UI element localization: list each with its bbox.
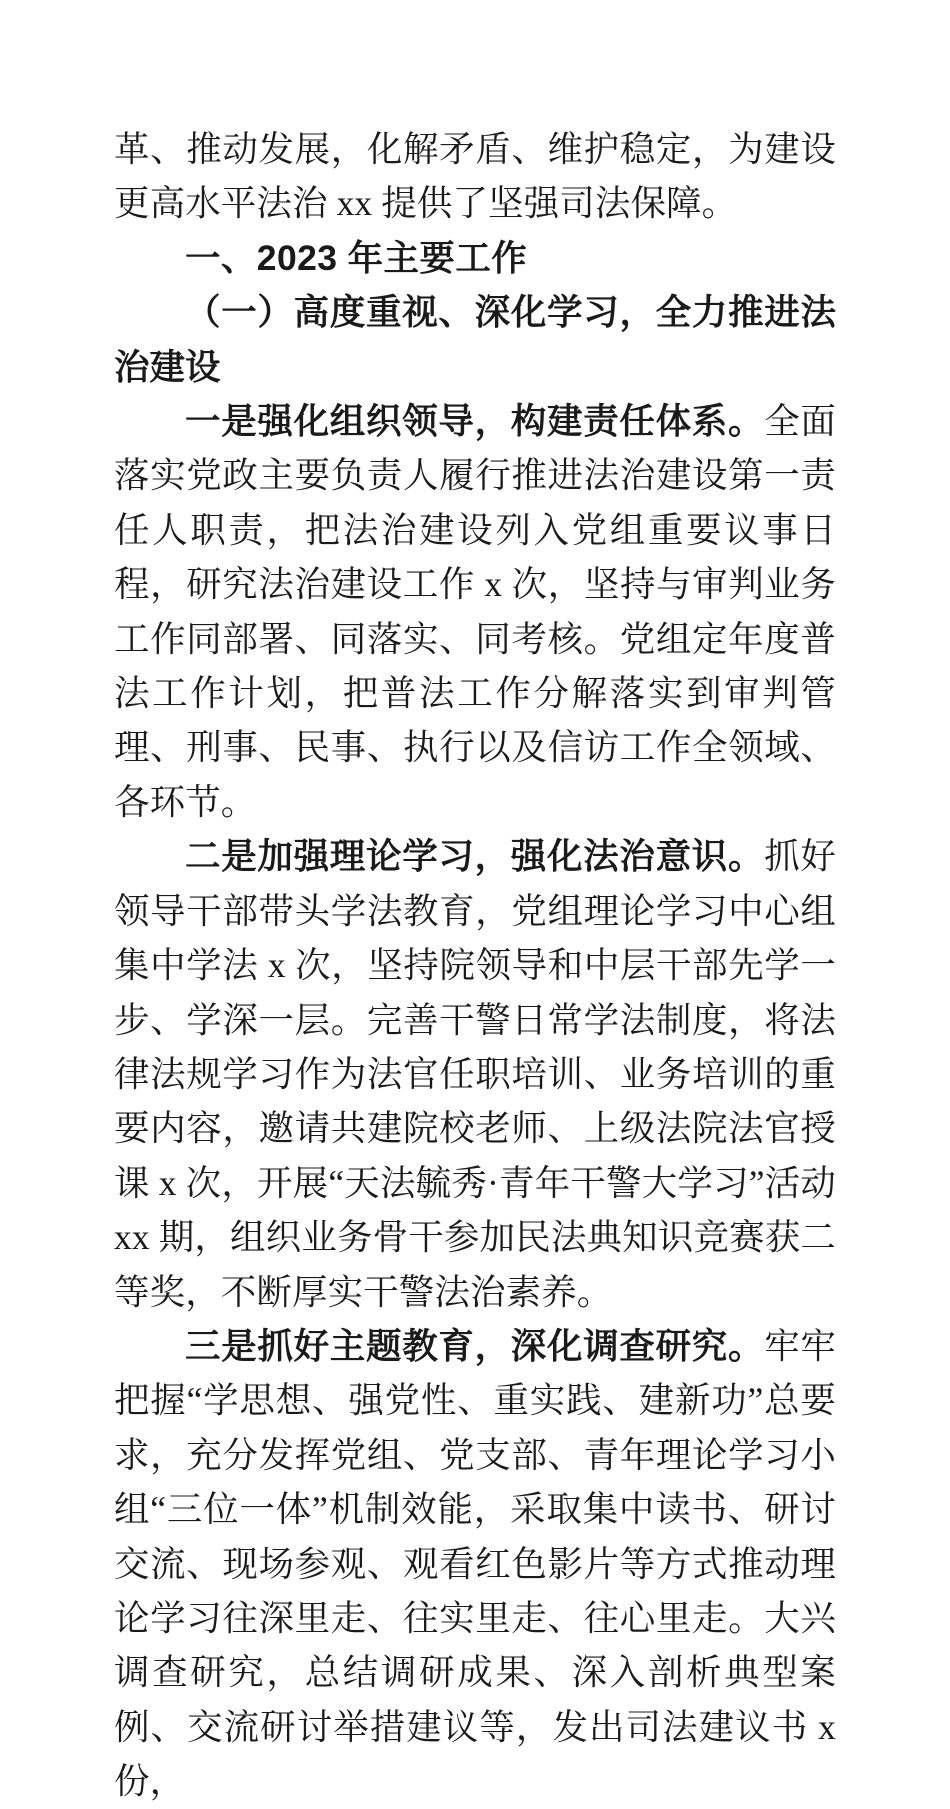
paragraph-1-lead: 一是强化组织领导，构建责任体系。 (185, 401, 765, 442)
paragraph-2-lead: 二是加强理论学习，强化法治意识。 (185, 836, 765, 877)
body-paragraph-2 (114, 829, 836, 1319)
paragraph-3-body: 牢牢把握“学思想、强党性、重实践、建新功”总要求，充分发挥党组、党支部、青年理论学习小组“三位一体”机制效能，采取集中读书、研讨交流、现场参观、观看红色影片等方式推动理论学习往深里走、往实里走、往心里走。大兴调查研究，总结调研成果、深入剖析典型案例、交流研讨举措建议等，发出司法建议书 x 份， (114, 1325, 837, 1802)
paragraph-1-body: 全面落实党政主要负责人履行推进法治建设第一责任人职责，把法治建设列入党组重要议事日程，研究法治建设工作 x 次，坚持与审判业务工作同部署、同落实、同考核。党组定年度普法工作计划，把普法工作分解落实到审判管理、刑事、民事、执行以及信访工作全领域、各环节。 (114, 401, 837, 822)
body-paragraph-1 (114, 394, 836, 829)
continuation-paragraph: 革、推动发展，化解矛盾、维护稳定，为建设更高水平法治 xx 提供了坚强司法保障。 (114, 129, 836, 224)
heading-level-2: （一）高度重视、深化学习，全力推进法治建设 (114, 292, 836, 387)
page-text-body (114, 122, 836, 1809)
body-paragraph-3 (114, 1319, 836, 1809)
paragraph-3-lead: 三是抓好主题教育，深化调查研究。 (185, 1325, 765, 1366)
paragraph-2-body: 抓好领导干部带头学法教育，党组理论学习中心组集中学法 x 次，坚持院领导和中层干部先学一步、学深一层。完善干警日常学法制度，将法律法规学习作为法官任职培训、业务培训的重要内容，邀请共建院校老师、上级法院法官授课 x 次，开展“天法毓秀·青年干警大学习”活动 xx 期，组织业务骨干参加民法典知识竞赛获二等奖，不断厚实干警法治素养。 (114, 836, 837, 1312)
heading-level-1: 一、2023 年主要工作 (185, 237, 528, 278)
